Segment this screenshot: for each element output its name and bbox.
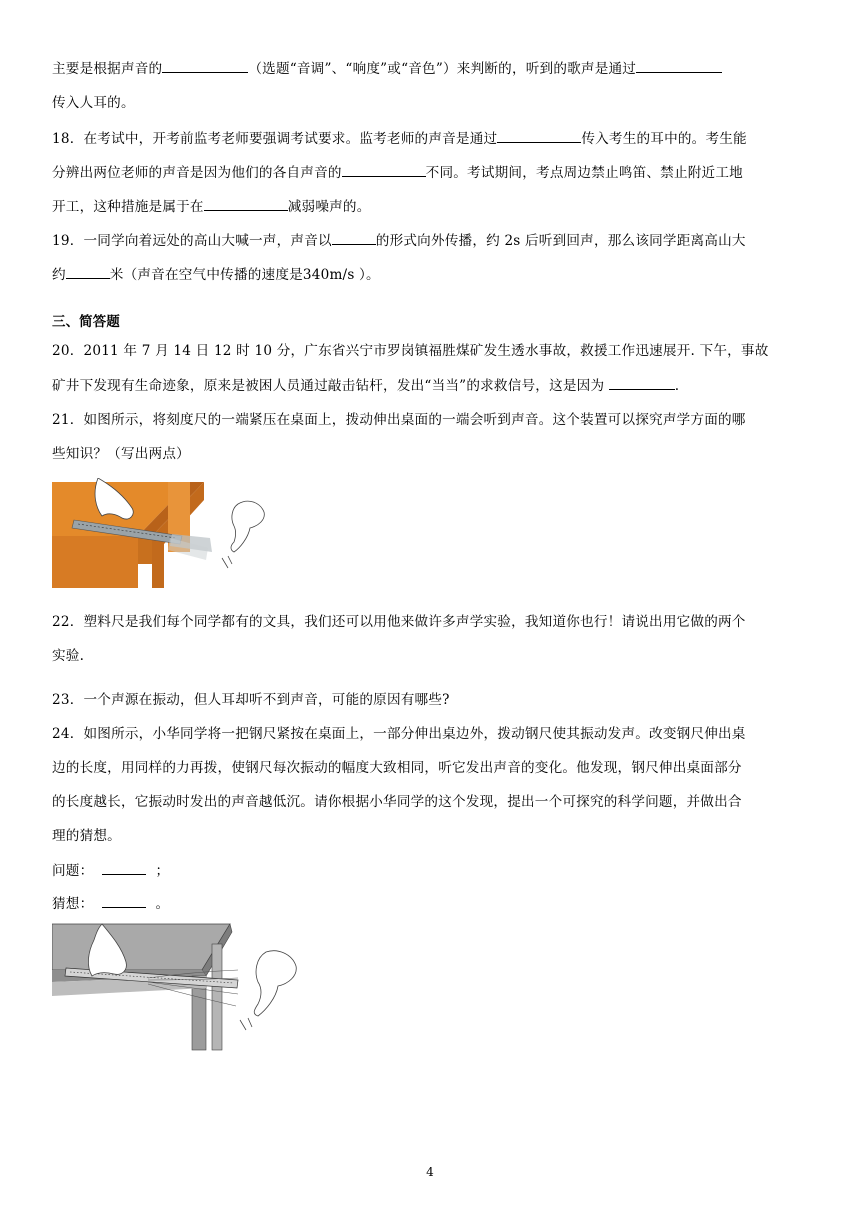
text-fragment: 主要是根据声音的 xyxy=(52,61,163,77)
section-heading: 三、简答题 xyxy=(52,315,120,330)
question-22 xyxy=(52,612,812,632)
text-fragment: 18．在考试中，开考前监考老师要强调考试要求。监考老师的声音是通过 xyxy=(52,131,498,147)
text-fragment: 21．如图所示，将刻度尺的一端紧压在桌面上，拨动伸出桌面的一端会听到声音。这个装置可以探究声学方面的哪 xyxy=(52,412,746,428)
answer-blank[interactable] xyxy=(342,162,426,177)
ruler-vibration-figure-2 xyxy=(52,922,302,1052)
text-fragment: 的形式向外传播，约 2s 后听到回声，那么该同学距离高山大 xyxy=(375,233,746,249)
text-fragment: 22．塑料尺是我们每个同学都有的文具，我们还可以用他来做许多声学实验，我知道你也行！请说出用它做的两个 xyxy=(52,614,746,630)
guess-answer-line xyxy=(52,893,812,914)
question-answer-line xyxy=(52,860,812,881)
table-front xyxy=(52,536,138,588)
text-line xyxy=(52,375,812,396)
table-leg-back xyxy=(212,944,222,1050)
text-fragment: （选题“音调”、“响度”或“音色”）来判断的，听到的歌声是通过 xyxy=(248,61,637,77)
question-21 xyxy=(52,410,812,430)
text-line xyxy=(52,264,812,285)
text-fragment: 分辨出两位老师的声音是因为他们的各自声音的 xyxy=(52,165,342,181)
guess-label: 猜想： xyxy=(52,896,94,912)
motion-marks xyxy=(222,556,232,568)
text-fragment: . xyxy=(674,378,680,394)
answer-blank[interactable] xyxy=(66,264,110,279)
question-18 xyxy=(52,128,812,149)
motion-marks xyxy=(240,1018,252,1030)
text-fragment: 的长度越长，它振动时发出的声音越低沉。请你根据小华同学的这个发现，提出一个可探究的科学问题，并做出合 xyxy=(52,794,742,810)
text-fragment: 米（声音在空气中传播的速度是340m/s ）。 xyxy=(109,267,380,283)
answer-blank[interactable] xyxy=(636,58,722,73)
text-fragment: 23．一个声源在振动，但人耳却听不到声音，可能的原因有哪些? xyxy=(52,692,450,708)
text-fragment: 减弱噪声的。 xyxy=(287,199,371,215)
answer-blank[interactable] xyxy=(102,893,146,908)
text-line xyxy=(52,93,812,113)
text-fragment: 。 xyxy=(155,896,170,912)
text-line xyxy=(52,758,812,778)
answer-blank[interactable] xyxy=(609,375,675,390)
text-fragment: 20．2011 年 7 月 14 日 12 时 10 分，广东省兴宁市罗岗镇福胜煤矿发生透水事故，救援工作迅速展开. 下午，事故 xyxy=(52,343,769,359)
text-fragment: 不同。考试期间，考点周边禁止鸣笛、禁止附近工地 xyxy=(425,165,743,181)
ruler-vibration-figure-1 xyxy=(52,478,274,590)
answer-blank[interactable] xyxy=(162,58,248,73)
text-fragment: 传入人耳的。 xyxy=(52,95,135,111)
plucking-hand xyxy=(231,501,264,552)
text-line xyxy=(52,826,812,846)
question-label: 问题： xyxy=(52,863,94,879)
answer-blank[interactable] xyxy=(497,128,581,143)
answer-blank[interactable] xyxy=(204,196,288,211)
text-line xyxy=(52,646,812,666)
text-fragment: 传入考生的耳中的。考生能 xyxy=(581,131,747,147)
question-23 xyxy=(52,690,812,710)
text-line xyxy=(52,162,812,183)
text-fragment: 实验. xyxy=(52,648,85,664)
text-fragment: 理的猜想。 xyxy=(52,828,121,844)
text-line xyxy=(52,58,812,79)
question-24 xyxy=(52,724,812,744)
table-leg xyxy=(138,536,152,564)
text-line xyxy=(52,196,812,217)
text-fragment: 24．如图所示，小华同学将一把钢尺紧按在桌面上，一部分伸出桌边外，拨动钢尺使其振动发声。改变钢尺伸出桌 xyxy=(52,726,746,742)
text-fragment: 边的长度，用同样的力再拨，使钢尺每次振动的幅度大致相同，听它发出声音的变化。他发现，钢尺伸出桌面部分 xyxy=(52,760,742,776)
text-fragment: 开工，这种措施是属于在 xyxy=(52,199,204,215)
question-19 xyxy=(52,230,812,251)
answer-blank[interactable] xyxy=(332,230,376,245)
text-fragment: 矿井下发现有生命迹象，原来是被困人员通过敲击钻杆，发出“当当”的求救信号，这是因为 xyxy=(52,378,605,394)
text-fragment: 19．一同学向着远处的高山大喊一声，声音以 xyxy=(52,233,332,249)
text-fragment: 些知识？（写出两点） xyxy=(52,446,190,462)
page-number: 4 xyxy=(426,1165,434,1179)
answer-blank[interactable] xyxy=(102,860,146,875)
table-top xyxy=(52,924,230,970)
question-20 xyxy=(52,341,812,361)
plucking-hand xyxy=(254,951,296,1016)
text-fragment: 约 xyxy=(52,267,66,283)
text-line xyxy=(52,444,812,464)
text-line xyxy=(52,792,812,812)
text-fragment: ； xyxy=(155,863,170,879)
